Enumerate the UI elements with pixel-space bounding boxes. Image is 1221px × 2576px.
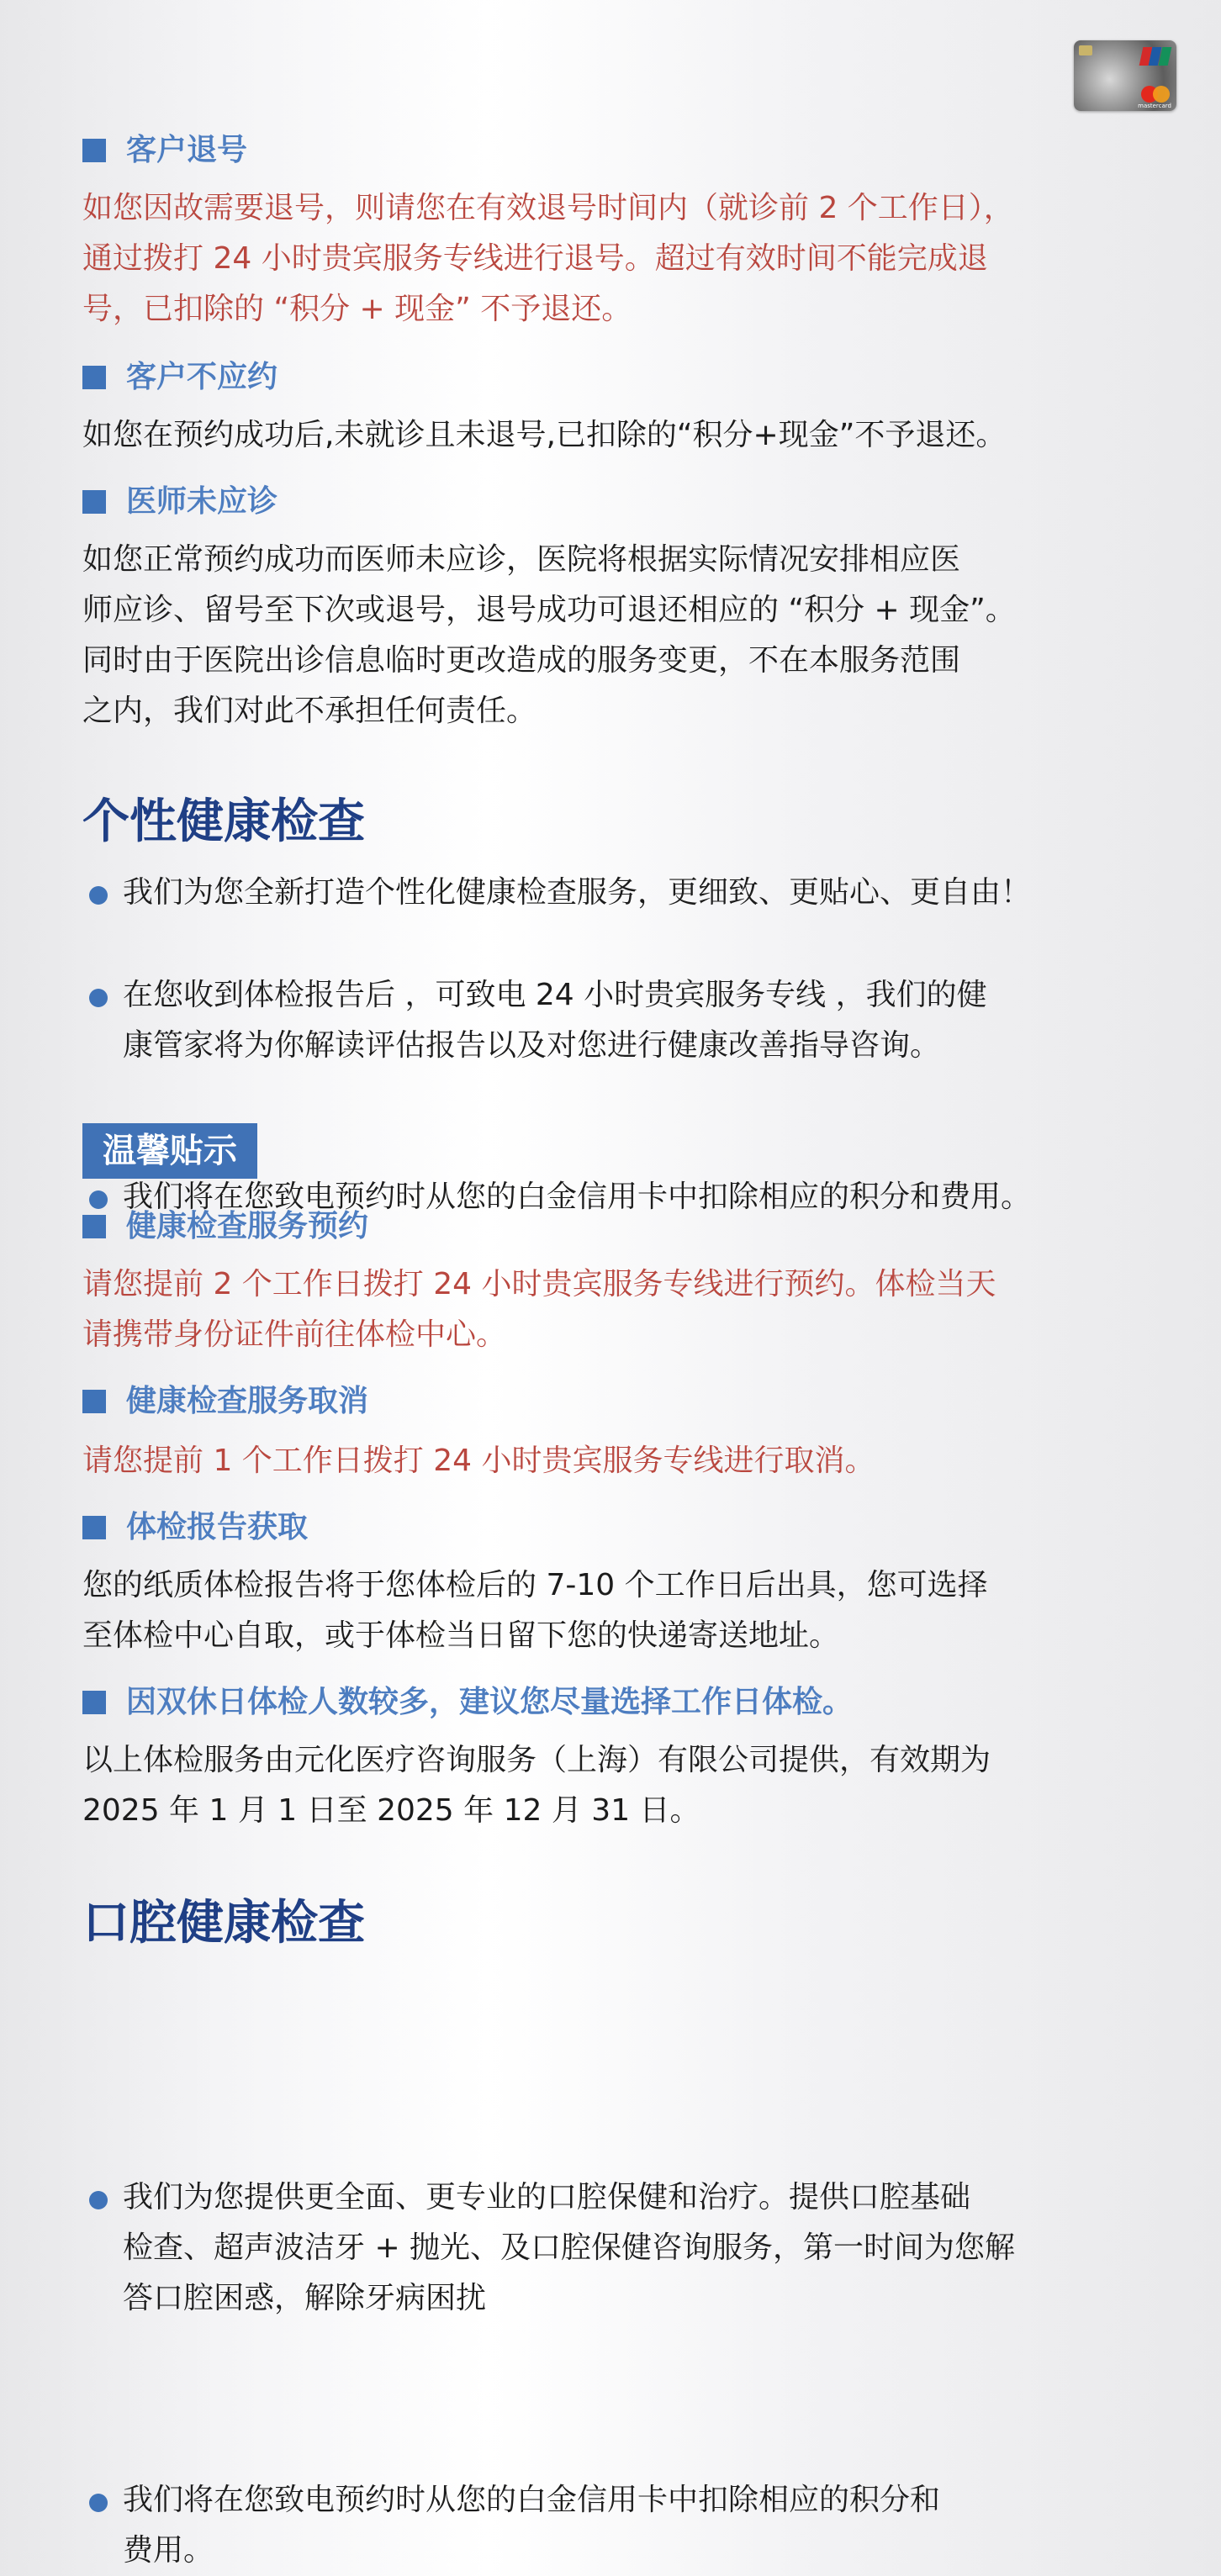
heading-dental: 口腔健康检查 <box>82 1896 365 1950</box>
subheading-doctor-absent: 医师未应诊 <box>82 479 278 525</box>
subheading-no-show: 客户不应约 <box>82 355 278 400</box>
no-show-paragraph: 如您在预约成功后,未就诊且未退号,已扣除的“积分+现金”不予退还。 <box>82 418 1007 452</box>
square-bullet-icon <box>82 490 106 514</box>
tips-tag: 温馨贴示 <box>82 1123 257 1179</box>
dot-bullet-icon <box>89 989 108 1007</box>
square-bullet-icon <box>82 1215 106 1238</box>
square-bullet-icon <box>82 1390 106 1413</box>
dental-bullet-1: 我们为您提供更全面、更专业的口腔保健和治疗。提供口腔基础 检查、超声波洁牙 + 抛光、及口腔保健咨询服务，第一时间为您解 答口腔困惑，解除牙病困扰 <box>82 2172 1216 2324</box>
check-cancel-paragraph: 请您提前 1 个工作日拨打 24 小时贵宾服务专线进行取消。 <box>82 1444 875 1478</box>
health-bullet-1: 我们为您全新打造个性化健康检查服务，更细致、更贴心、更自由！ <box>82 868 1216 918</box>
square-bullet-icon <box>82 366 106 389</box>
subheading-booking: 健康检查服务预约 <box>82 1204 368 1249</box>
health-bullet-3: 我们将在您致电预约时从您的白金信用卡中扣除相应的积分和费用。 <box>82 1172 1216 1222</box>
dot-bullet-icon <box>89 2191 108 2209</box>
dental-bullet-2: 我们将在您致电预约时从您的白金信用卡中扣除相应的积分和 费用。 <box>82 2475 1216 2576</box>
health-bullet-2: 在您收到体检报告后 ，可致电 24 小时贵宾服务专线 ，我们的健 康管家将为你解读评估报告以及对您进行健康改善指导咨询。 <box>82 970 1216 1071</box>
dot-bullet-icon <box>89 2494 108 2512</box>
subheading-cancel: 客户退号 <box>82 128 247 173</box>
subheading-report: 体检报告获取 <box>82 1505 308 1550</box>
subheading-check-cancel: 健康检查服务取消 <box>82 1379 368 1424</box>
booking-paragraph: 请您提前 2 个工作日拨打 24 小时贵宾服务专线进行预约。体检当天 请携带身份证件前往体检中心。 <box>82 1267 996 1352</box>
report-paragraph: 您的纸质体检报告将于您体检后的 7-10 个工作日后出具，您可选择 至体检中心自取，或于体检当日留下您的快递寄送地址。 <box>82 1568 988 1653</box>
square-bullet-icon <box>82 139 106 162</box>
square-bullet-icon <box>82 1691 106 1714</box>
doctor-absent-paragraph: 如您正常预约成功而医师未应诊，医院将根据实际情况安排相应医 师应诊、留号至下次或退号，退号成功可退还相应的 “积分 + 现金”。 同时由于医院出诊信息临时更改造成的服务变更，不在本服务范围 之内，我们对此不承担任何责任。 <box>82 542 1016 728</box>
square-bullet-icon <box>82 1516 106 1539</box>
cancel-paragraph: 如您因故需要退号，则请您在有效退号时间内（就诊前 2 个工作日）， 通过拨打 24 小时贵宾服务专线进行退号。超过有效时间不能完成退 号，已扣除的 “积分 + 现金” 不予退还。 <box>82 191 1014 326</box>
heading-health-check: 个性健康检查 <box>82 794 365 849</box>
dot-bullet-icon <box>89 886 108 905</box>
card-brand-label: mastercard <box>1138 103 1171 109</box>
subheading-weekend: 因双休日体检人数较多，建议您尽量选择工作日体检。 <box>82 1680 853 1725</box>
provider-paragraph: 以上体检服务由元化医疗咨询服务（上海）有限公司提供，有效期为 2025 年 1 月 1 日至 2025 年 12 月 31 日。 <box>82 1743 991 1828</box>
